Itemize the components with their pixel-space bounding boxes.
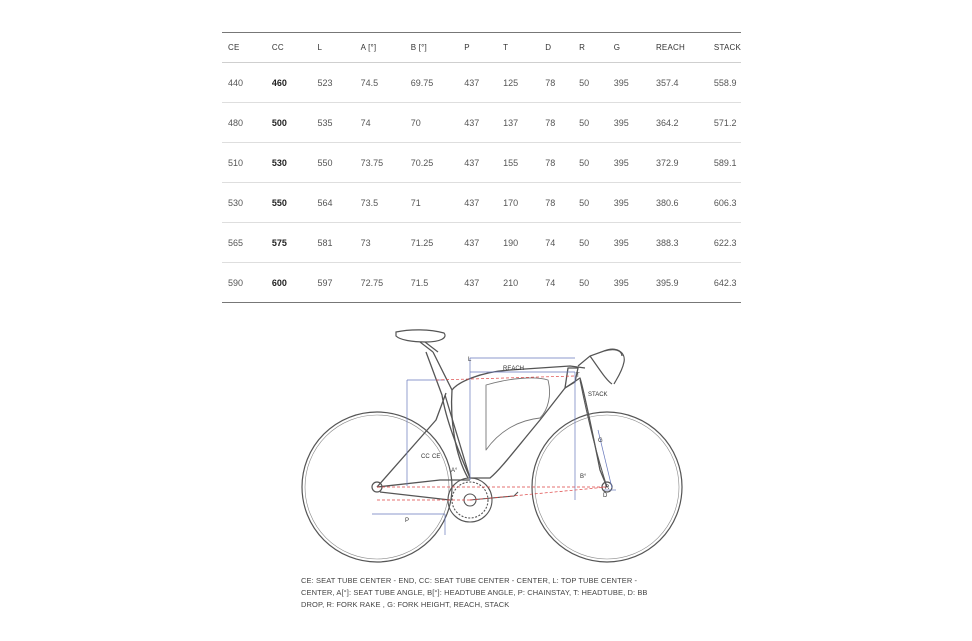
cell-cc: 550: [266, 183, 312, 223]
cell-r: 50: [573, 183, 608, 223]
cell-cc: 530: [266, 143, 312, 183]
cell-ce: 530: [222, 183, 266, 223]
header-stack: STACK: [708, 33, 741, 63]
label-stack: STACK: [588, 392, 608, 398]
cell-t: 170: [497, 183, 539, 223]
cell-stack: 558.9: [708, 63, 741, 103]
table-row: [222, 183, 741, 223]
table-header-row: [222, 33, 741, 63]
cell-p: 437: [458, 63, 497, 103]
cell-g: 395: [608, 63, 650, 103]
cell-l: 523: [312, 63, 355, 103]
cell-t: 155: [497, 143, 539, 183]
cell-ce: 565: [222, 223, 266, 263]
label-g: G: [598, 438, 603, 444]
cell-d: 74: [539, 223, 573, 263]
label-b: B°: [580, 474, 587, 480]
cell-b: 71.5: [405, 263, 459, 303]
cell-ce: 590: [222, 263, 266, 303]
label-t: T: [576, 373, 580, 379]
cell-l: 564: [312, 183, 355, 223]
label-cc: CC: [421, 454, 430, 460]
header-d: D: [539, 33, 573, 63]
cell-l: 550: [312, 143, 355, 183]
cell-t: 125: [497, 63, 539, 103]
table-row: [222, 223, 741, 263]
label-a: A°: [451, 468, 458, 474]
cell-reach: 380.6: [650, 183, 708, 223]
cell-cc: 500: [266, 103, 312, 143]
cell-g: 395: [608, 143, 650, 183]
header-l: L: [312, 33, 355, 63]
cell-stack: 571.2: [708, 103, 741, 143]
cell-g: 395: [608, 103, 650, 143]
cell-r: 50: [573, 223, 608, 263]
cell-ce: 510: [222, 143, 266, 183]
header-reach: REACH: [650, 33, 708, 63]
label-p: P: [405, 518, 410, 524]
header-p: P: [458, 33, 497, 63]
cell-b: 71: [405, 183, 459, 223]
header-b: B [°]: [405, 33, 459, 63]
cell-r: 50: [573, 263, 608, 303]
cell-reach: 372.9: [650, 143, 708, 183]
cell-a: 72.75: [355, 263, 405, 303]
header-g: G: [608, 33, 650, 63]
cell-reach: 395.9: [650, 263, 708, 303]
table-row: [222, 103, 741, 143]
cell-a: 73.5: [355, 183, 405, 223]
cell-ce: 480: [222, 103, 266, 143]
label-l: L: [468, 357, 472, 363]
measurement-lines: [372, 358, 616, 535]
cell-t: 210: [497, 263, 539, 303]
geometry-table: [222, 32, 741, 303]
cell-stack: 589.1: [708, 143, 741, 183]
cell-stack: 606.3: [708, 183, 741, 223]
cell-p: 437: [458, 103, 497, 143]
cell-b: 71.25: [405, 223, 459, 263]
cell-a: 74.5: [355, 63, 405, 103]
table-row: [222, 143, 741, 183]
cell-cc: 460: [266, 63, 312, 103]
cell-d: 78: [539, 63, 573, 103]
cell-b: 70.25: [405, 143, 459, 183]
label-d: D: [603, 493, 608, 499]
cell-stack: 622.3: [708, 223, 741, 263]
bike-frame: [377, 352, 607, 500]
table-row: [222, 63, 741, 103]
cell-t: 137: [497, 103, 539, 143]
cell-p: 437: [458, 263, 497, 303]
table-row: [222, 263, 741, 303]
cell-g: 395: [608, 263, 650, 303]
cell-l: 581: [312, 223, 355, 263]
bike-geometry-diagram: [300, 322, 690, 570]
cell-l: 597: [312, 263, 355, 303]
cell-r: 50: [573, 63, 608, 103]
saddle: [396, 330, 445, 352]
header-cc: CC: [266, 33, 312, 63]
cell-r: 50: [573, 103, 608, 143]
cell-a: 73.75: [355, 143, 405, 183]
header-t: T: [497, 33, 539, 63]
cell-reach: 364.2: [650, 103, 708, 143]
cell-d: 78: [539, 183, 573, 223]
cell-b: 70: [405, 103, 459, 143]
cell-d: 78: [539, 103, 573, 143]
cell-a: 73: [355, 223, 405, 263]
cell-t: 190: [497, 223, 539, 263]
cell-a: 74: [355, 103, 405, 143]
cell-d: 78: [539, 143, 573, 183]
cell-p: 437: [458, 183, 497, 223]
header-ce: CE: [222, 33, 266, 63]
cell-l: 535: [312, 103, 355, 143]
label-reach: REACH: [503, 366, 525, 372]
cell-reach: 388.3: [650, 223, 708, 263]
cell-cc: 575: [266, 223, 312, 263]
header-a: A [°]: [355, 33, 405, 63]
cell-ce: 440: [222, 63, 266, 103]
header-r: R: [573, 33, 608, 63]
cell-reach: 357.4: [650, 63, 708, 103]
handlebar: [578, 349, 624, 384]
cell-b: 69.75: [405, 63, 459, 103]
label-ce: CE: [432, 454, 441, 460]
cell-r: 50: [573, 143, 608, 183]
cell-g: 395: [608, 183, 650, 223]
label-r: R: [605, 485, 610, 491]
geometry-caption: CE: SEAT TUBE CENTER - END, CC: SEAT TUBE CENTER - CENTER, L: TOP TUBE CENTER - CENTER, A[°]: SEAT TUBE ANGLE, B[°]: HEADTUBE ANGLE, P: CHAINSTAY, T: HEADTUBE, D: BB DROP, R: FORK RAKE , G: FORK HEIGHT, REACH, STACK: [301, 576, 648, 609]
cell-d: 74: [539, 263, 573, 303]
cell-p: 437: [458, 143, 497, 183]
cell-p: 437: [458, 223, 497, 263]
cell-g: 395: [608, 223, 650, 263]
cell-stack: 642.3: [708, 263, 741, 303]
cell-cc: 600: [266, 263, 312, 303]
